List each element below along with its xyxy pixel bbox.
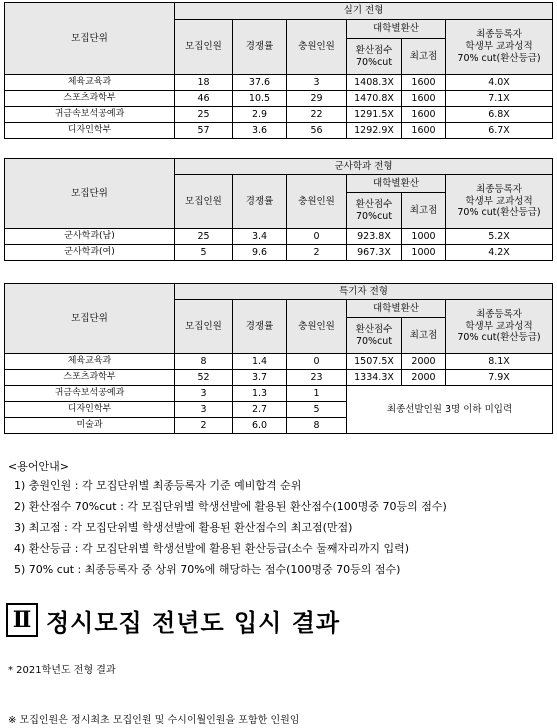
- cell-cut: 1292.9X: [347, 123, 402, 139]
- cell-rate: 3.7: [233, 370, 287, 386]
- cell-added: 1: [287, 386, 347, 402]
- cell-rate: 2.9: [233, 107, 287, 123]
- header-final: 최종등록자 학생부 교과성적 70% cut(환산등급): [446, 300, 553, 354]
- cell-recruit: 18: [175, 75, 233, 91]
- table-row: [5, 107, 553, 123]
- cell-grade: 4.2X: [446, 245, 553, 261]
- cell-unit: 스포츠과학부: [5, 370, 175, 386]
- cell-recruit: 2: [175, 418, 233, 434]
- header-recruit: 모집인원: [175, 175, 233, 229]
- cell-added: 23: [287, 370, 347, 386]
- cell-max: 1600: [402, 75, 446, 91]
- cell-added: 22: [287, 107, 347, 123]
- cell-added: 5: [287, 402, 347, 418]
- cell-rate: 2.7: [233, 402, 287, 418]
- cell-unit: 귀금속보석공예과: [5, 107, 175, 123]
- header-conv-score: 환산점수 70%cut: [347, 39, 402, 75]
- table-row: [5, 370, 553, 386]
- cell-added: 0: [287, 354, 347, 370]
- cell-grade: 8.1X: [446, 354, 553, 370]
- glossary-title: <용어안내>: [8, 460, 69, 473]
- header-conv-group: 대학별환산: [347, 300, 446, 318]
- cell-unit: 미술과: [5, 418, 175, 434]
- table-row: [5, 354, 553, 370]
- cell-unit: 군사학과(여): [5, 245, 175, 261]
- header-conv-score: 환산점수 70%cut: [347, 318, 402, 354]
- header-final: 최종등록자 학생부 교과성적 70% cut(환산등급): [446, 20, 553, 75]
- military-science-table: [4, 158, 553, 261]
- header-recruit: 모집인원: [175, 300, 233, 354]
- merged-note-cell: 최종선발인원 3명 이하 미입력: [347, 386, 553, 434]
- cell-grade: 6.8X: [446, 107, 553, 123]
- glossary: [8, 458, 548, 580]
- table-row: [5, 91, 553, 107]
- cell-rate: 1.3: [233, 386, 287, 402]
- cell-added: 29: [287, 91, 347, 107]
- cell-grade: 6.7X: [446, 123, 553, 139]
- cell-cut: 1507.5X: [347, 354, 402, 370]
- cell-rate: 6.0: [233, 418, 287, 434]
- cell-cut: 1291.5X: [347, 107, 402, 123]
- header-max: 최고점: [402, 318, 446, 354]
- cell-cut: 923.8X: [347, 229, 402, 245]
- table-title: 특기자 전형: [175, 284, 553, 300]
- cell-unit: 디자인학부: [5, 123, 175, 139]
- footer-note: ※ 모집인원은 정시최초 모집인원 및 수시이월인원을 포함한 인원임: [8, 715, 300, 726]
- header-unit: 모집단위: [5, 159, 175, 229]
- cell-added: 2: [287, 245, 347, 261]
- header-conv-group: 대학별환산: [347, 175, 446, 193]
- cell-grade: 7.9X: [446, 370, 553, 386]
- section-number: Ⅱ: [6, 603, 38, 637]
- cell-unit: 체육교육과: [5, 75, 175, 91]
- cell-grade: 5.2X: [446, 229, 553, 245]
- header-conv-score: 환산점수 70%cut: [347, 193, 402, 229]
- table-row: [5, 123, 553, 139]
- cell-rate: 3.4: [233, 229, 287, 245]
- header-added: 충원인원: [287, 20, 347, 75]
- table-title: 군사학과 전형: [175, 159, 553, 175]
- cell-max: 1600: [402, 91, 446, 107]
- cell-recruit: 5: [175, 245, 233, 261]
- cell-recruit: 3: [175, 402, 233, 418]
- header-added: 충원인원: [287, 175, 347, 229]
- cell-added: 8: [287, 418, 347, 434]
- cell-cut: 967.3X: [347, 245, 402, 261]
- cell-rate: 3.6: [233, 123, 287, 139]
- cell-unit: 디자인학부: [5, 402, 175, 418]
- sub-note: * 2021학년도 전형 결과: [8, 665, 116, 676]
- cell-unit: 체육교육과: [5, 354, 175, 370]
- header-max: 최고점: [402, 193, 446, 229]
- glossary-item: 2) 환산점수 70%cut : 각 모집단위별 학생선발에 활용된 환산점수(100명중 70등의 점수): [14, 500, 447, 513]
- cell-cut: 1408.3X: [347, 75, 402, 91]
- cell-max: 1000: [402, 229, 446, 245]
- cell-recruit: 52: [175, 370, 233, 386]
- table-row: [5, 229, 553, 245]
- header-unit: 모집단위: [5, 3, 175, 75]
- cell-unit: 스포츠과학부: [5, 91, 175, 107]
- header-recruit: 모집인원: [175, 20, 233, 75]
- cell-cut: 1334.3X: [347, 370, 402, 386]
- cell-added: 56: [287, 123, 347, 139]
- table-title: 실기 전형: [175, 3, 553, 20]
- cell-recruit: 25: [175, 229, 233, 245]
- cell-recruit: 25: [175, 107, 233, 123]
- special-talent-table: [4, 283, 553, 434]
- cell-added: 0: [287, 229, 347, 245]
- glossary-item: 1) 충원인원 : 각 모집단위별 최종등록자 기준 예비합격 순위: [14, 479, 302, 492]
- header-rate: 경쟁률: [233, 20, 287, 75]
- cell-max: 1000: [402, 245, 446, 261]
- cell-added: 3: [287, 75, 347, 91]
- cell-rate: 9.6: [233, 245, 287, 261]
- header-max: 최고점: [402, 39, 446, 75]
- cell-grade: 7.1X: [446, 91, 553, 107]
- table-row: [5, 386, 553, 402]
- cell-max: 1600: [402, 107, 446, 123]
- table-row: [5, 245, 553, 261]
- cell-max: 2000: [402, 370, 446, 386]
- header-final: 최종등록자 학생부 교과성적 70% cut(환산등급): [446, 175, 553, 229]
- cell-recruit: 46: [175, 91, 233, 107]
- cell-rate: 37.6: [233, 75, 287, 91]
- header-added: 충원인원: [287, 300, 347, 354]
- practical-exam-table: [4, 2, 553, 139]
- header-rate: 경쟁률: [233, 300, 287, 354]
- cell-unit: 귀금속보석공예과: [5, 386, 175, 402]
- cell-recruit: 3: [175, 386, 233, 402]
- cell-max: 1600: [402, 123, 446, 139]
- cell-rate: 10.5: [233, 91, 287, 107]
- cell-recruit: 8: [175, 354, 233, 370]
- glossary-item: 3) 최고점 : 각 모집단위별 학생선발에 활용된 환산점수의 최고점(만점): [14, 521, 353, 534]
- header-conv-group: 대학별환산: [347, 20, 446, 39]
- cell-max: 2000: [402, 354, 446, 370]
- header-rate: 경쟁률: [233, 175, 287, 229]
- cell-grade: 4.0X: [446, 75, 553, 91]
- header-unit: 모집단위: [5, 284, 175, 354]
- cell-cut: 1470.8X: [347, 91, 402, 107]
- glossary-item: 4) 환산등급 : 각 모집단위별 학생선발에 활용된 환산등급(소수 둘째자리까지 입력): [14, 542, 410, 555]
- cell-unit: 군사학과(남): [5, 229, 175, 245]
- section-title: 정시모집 전년도 입시 결과: [46, 608, 341, 637]
- table-row: [5, 75, 553, 91]
- section-heading: [6, 602, 340, 638]
- cell-rate: 1.4: [233, 354, 287, 370]
- glossary-item: 5) 70% cut : 최종등록자 중 상위 70%에 해당하는 점수(100명중 70등의 점수): [14, 563, 401, 576]
- cell-recruit: 57: [175, 123, 233, 139]
